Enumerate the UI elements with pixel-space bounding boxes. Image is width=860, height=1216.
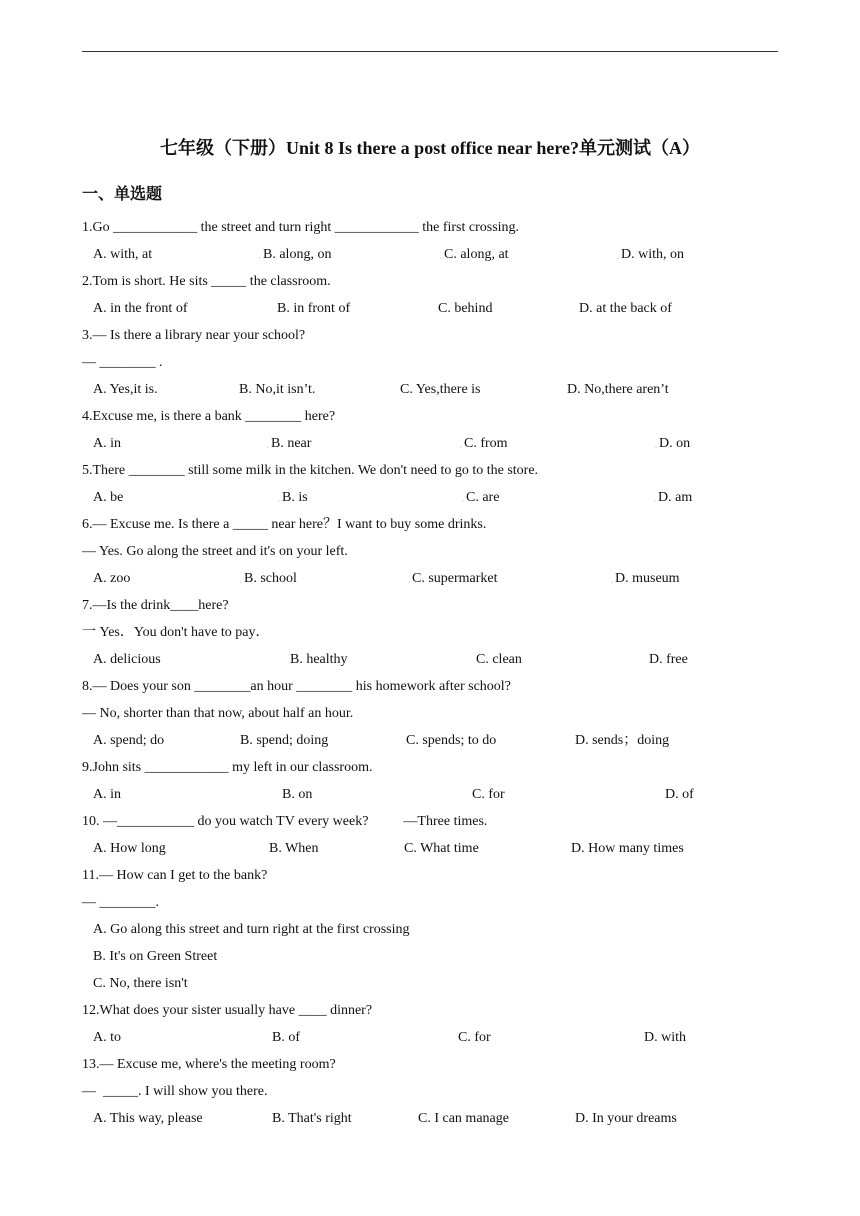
q10-option-c[interactable]: C. What time [404, 841, 479, 856]
option-marker-icon: ◦ [267, 445, 270, 451]
q12-option-b[interactable]: B. of [272, 1030, 300, 1045]
q4-option-b[interactable]: B. near [271, 436, 312, 451]
question-4-stem: 4.Excuse me, is there a bank ________ here? [82, 409, 336, 424]
question-12-stem: 12.What does your sister usually have ____ dinner? [82, 1003, 373, 1018]
option-marker-icon: ◦ [655, 445, 658, 451]
question-6-stem: 6.— Excuse me. Is there a _____ near here？I want to buy some drinks. [82, 517, 487, 532]
q13-option-c[interactable]: C. I can manage [418, 1111, 509, 1126]
option-marker-icon: ◦ [460, 445, 463, 451]
q6-option-d[interactable]: D. museum [615, 571, 680, 586]
question-7-stem: 7.—Is the drink____here? [82, 598, 229, 613]
q5-option-c[interactable]: C. are [466, 490, 500, 505]
q2-option-b[interactable]: B. in front of [277, 301, 351, 316]
q12-option-d[interactable]: D. with [644, 1030, 686, 1045]
q11-option-a[interactable]: A. Go along this street and turn right at the first crossing [93, 922, 410, 937]
q8-option-b[interactable]: B. spend; doing [240, 733, 329, 748]
option-marker-icon: ◦ [611, 580, 614, 586]
q6-option-a[interactable]: A. zoo [93, 571, 131, 586]
question-13-stem: 13.— Excuse me, where's the meeting room? [82, 1057, 336, 1072]
q7-option-b[interactable]: B. healthy [290, 652, 348, 667]
q8-option-d[interactable]: D. sends；doing [575, 733, 670, 748]
question-6-dialog-line: — Yes. Go along the street and it's on your left. [82, 544, 348, 559]
q2-option-d[interactable]: D. at the back of [579, 301, 672, 316]
option-marker-icon: ◦ [408, 580, 411, 586]
q3-option-b[interactable]: B. No,it isn’t. [239, 382, 316, 397]
q12-option-a[interactable]: A. to [93, 1030, 121, 1045]
q3-option-a[interactable]: A. Yes,it is. [93, 382, 158, 397]
q4-option-a[interactable]: A. in [93, 436, 121, 451]
q5-option-a[interactable]: A. be [93, 490, 124, 505]
question-8-stem: 8.— Does your son ________an hour ________ his homework after school? [82, 679, 511, 694]
q7-option-c[interactable]: C. clean [476, 652, 522, 667]
page-title: 七年级（下册）Unit 8 Is there a post office near here?单元测试（A） [160, 138, 700, 158]
q13-option-d[interactable]: D. In your dreams [575, 1111, 677, 1126]
question-13-answer-line: — _____. I will show you there. [82, 1084, 268, 1099]
q1-option-c[interactable]: C. along, at [444, 247, 509, 262]
q2-option-c[interactable]: C. behind [438, 301, 493, 316]
question-10-stem: 10. —___________ do you watch TV every week? —Three times. [82, 814, 488, 829]
q10-option-b[interactable]: B. When [269, 841, 319, 856]
q7-option-d[interactable]: D. free [649, 652, 688, 667]
option-marker-icon: ◦ [617, 256, 620, 262]
option-marker-icon: ◦ [440, 256, 443, 262]
question-11-answer-line: — ________. [82, 895, 159, 910]
question-3-answer-line: — ________ . [82, 355, 163, 370]
q1-option-b[interactable]: B. along, on [263, 247, 332, 262]
q4-option-c[interactable]: C. from [464, 436, 508, 451]
q7-option-a[interactable]: A. delicious [93, 652, 161, 667]
option-marker-icon: ◦ [240, 580, 243, 586]
q11-option-b[interactable]: B. It's on Green Street [93, 949, 218, 964]
q1-option-a[interactable]: A. with, at [93, 247, 153, 262]
question-7-dialog-line: 一 Yes．You don't have to pay． [82, 625, 270, 640]
option-marker-icon: ◦ [278, 499, 281, 505]
q11-option-c[interactable]: C. No, there isn't [93, 976, 188, 991]
q5-option-b[interactable]: B. is [282, 490, 308, 505]
question-9-stem: 9.John sits ____________ my left in our classroom. [82, 760, 373, 775]
q9-option-a[interactable]: A. in [93, 787, 121, 802]
question-5-stem: 5.There ________ still some milk in the kitchen. We don't need to go to the store. [82, 463, 539, 478]
q8-option-c[interactable]: C. spends; to do [406, 733, 497, 748]
question-3-stem: 3.— Is there a library near your school? [82, 328, 306, 343]
q10-option-d[interactable]: D. How many times [571, 841, 684, 856]
q8-option-a[interactable]: A. spend; do [93, 733, 165, 748]
q10-option-a[interactable]: A. How long [93, 841, 166, 856]
q9-option-c[interactable]: C. for [472, 787, 505, 802]
question-2-stem: 2.Tom is short. He sits _____ the classroom. [82, 274, 331, 289]
question-11-stem: 11.— How can I get to the bank? [82, 868, 268, 883]
q4-option-d[interactable]: D. on [659, 436, 691, 451]
option-marker-icon: ◦ [259, 256, 262, 262]
q5-option-d[interactable]: D. am [658, 490, 693, 505]
question-8-dialog-line: — No, shorter than that now, about half an hour. [82, 706, 354, 721]
q12-option-c[interactable]: C. for [458, 1030, 491, 1045]
q13-option-b[interactable]: B. That's right [272, 1111, 352, 1126]
q9-option-b[interactable]: B. on [282, 787, 313, 802]
q6-option-c[interactable]: C. supermarket [412, 571, 498, 586]
q6-option-b[interactable]: B. school [244, 571, 297, 586]
option-marker-icon: ◦ [654, 499, 657, 505]
q2-option-a[interactable]: A. in the front of [93, 301, 188, 316]
q3-option-d[interactable]: D. No,there aren’t [567, 382, 669, 397]
header-rule [82, 51, 778, 52]
section-heading: 一、单选题 [82, 184, 163, 203]
q3-option-c[interactable]: C. Yes,there is [400, 382, 481, 397]
option-marker-icon: ◦ [462, 499, 465, 505]
q13-option-a[interactable]: A. This way, please [93, 1111, 203, 1126]
q9-option-d[interactable]: D. of [665, 787, 694, 802]
q1-option-d[interactable]: D. with, on [621, 247, 684, 262]
question-1-stem: 1.Go ____________ the street and turn right ____________ the first crossing. [82, 220, 520, 235]
